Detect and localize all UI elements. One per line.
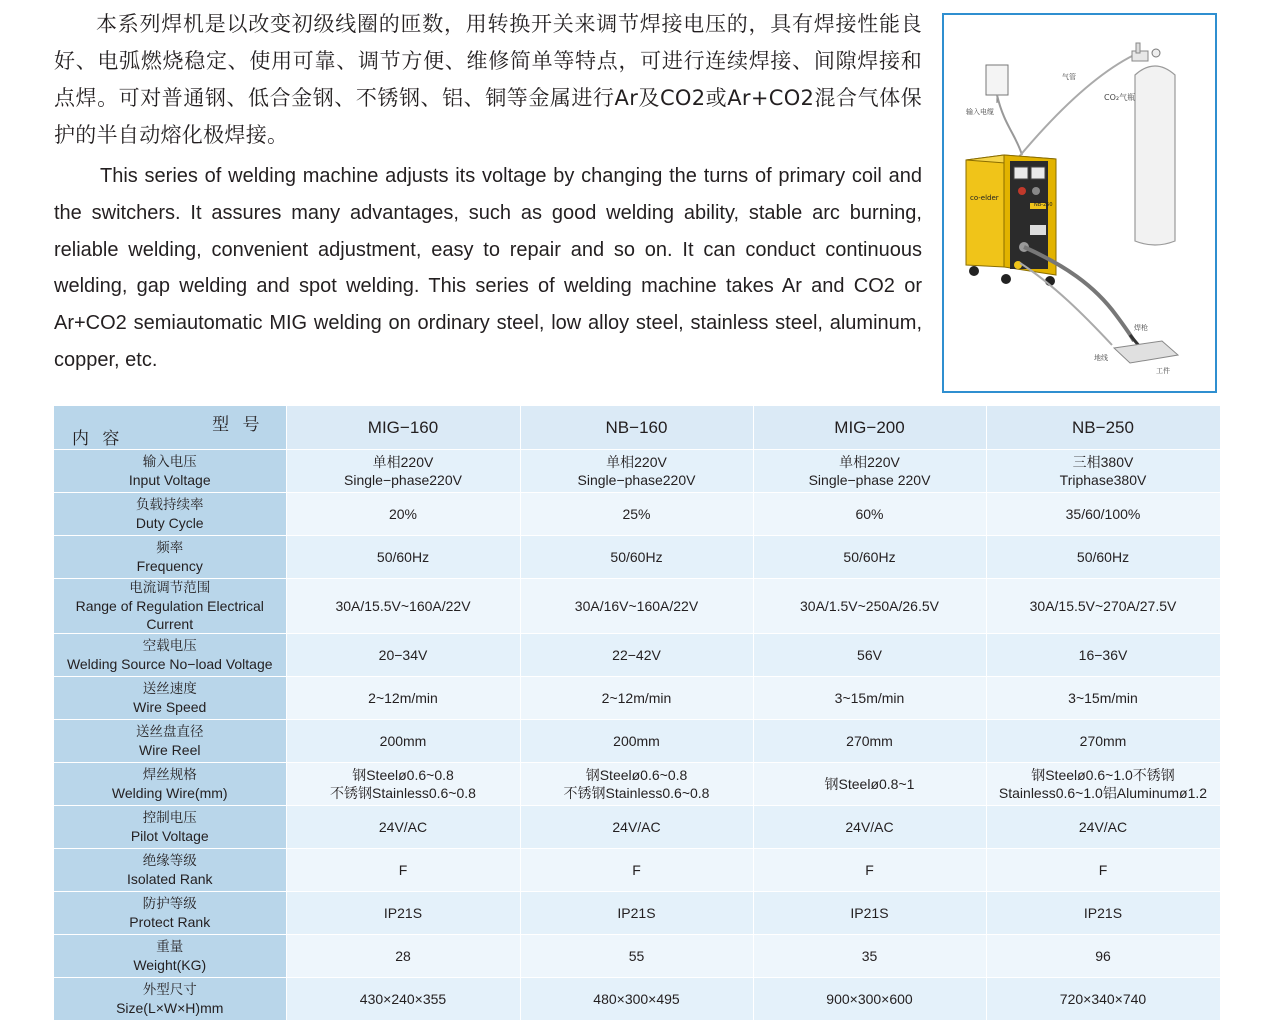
cell-value: 50/60Hz — [610, 549, 663, 565]
gas-pipe-line — [1018, 55, 1134, 158]
table-cell — [986, 493, 1220, 536]
table-cell — [753, 720, 986, 763]
table-cell — [520, 935, 753, 978]
table-cell — [986, 978, 1220, 1021]
cell-value: 24V/AC — [612, 819, 661, 835]
cell-value: 60% — [855, 506, 884, 522]
table-cell — [986, 720, 1220, 763]
table-cell — [753, 450, 986, 493]
cell-value: 25% — [622, 506, 651, 522]
cell-value: 50/60Hz — [843, 549, 896, 565]
cell-value: 200mm — [379, 733, 427, 749]
cell-value: 720×340×740 — [1059, 991, 1147, 1007]
table-cell — [753, 935, 986, 978]
table-cell — [520, 720, 753, 763]
label-input-cable: 输入电缆 — [966, 108, 994, 116]
row-header-chinese: 控制电压 — [142, 810, 197, 826]
corner-model-label: 型 号 — [212, 415, 264, 435]
cell-value: 430×240×355 — [359, 991, 447, 1007]
spec-table — [54, 406, 1221, 1021]
table-cell — [986, 450, 1220, 493]
label-brand: co-elder — [970, 194, 999, 202]
table-cell — [286, 536, 520, 579]
row-header-chinese: 防护等级 — [142, 896, 197, 912]
table-cell — [986, 763, 1220, 806]
cell-value: F — [632, 862, 641, 878]
table-cell — [986, 677, 1220, 720]
row-header — [54, 806, 286, 849]
model-header: NB−250 — [986, 406, 1220, 450]
row-header-english: Range of Regulation Electrical Current — [75, 598, 264, 632]
row-header — [54, 849, 286, 892]
cell-value: 270mm — [1079, 733, 1127, 749]
intro-text — [54, 6, 922, 379]
cell-value: 不锈钢Stainless0.6~0.8 — [330, 785, 476, 801]
table-cell — [986, 579, 1220, 634]
cell-value: 钢Steelø0.6~0.8 — [352, 767, 454, 783]
cell-value: 56V — [857, 647, 882, 663]
welding-machine-icon — [966, 155, 1056, 286]
table-corner-cell — [54, 406, 286, 450]
table-cell — [753, 493, 986, 536]
cell-value: 30A/16V~160A/22V — [574, 598, 699, 614]
table-cell — [986, 892, 1220, 935]
cell-value: 28 — [395, 948, 411, 964]
row-header-english: Size(L×W×H)mm — [116, 1000, 224, 1016]
row-header — [54, 677, 286, 720]
table-cell — [520, 978, 753, 1021]
table-row — [54, 536, 1220, 579]
table-cell — [520, 450, 753, 493]
row-header-chinese: 送丝速度 — [142, 681, 197, 697]
cell-value: IP21S — [850, 905, 889, 921]
intro-chinese: 本系列焊机是以改变初级线圈的匝数，用转换开关来调节焊接电压的，具有焊接性能良好、电弧燃烧稳定、使用可靠、调节方便、维修简单等特点，可进行连续焊接、间隙焊接和点焊。可对普通钢、低合金钢、不锈钢、铝、铜等金属进行Ar及CO2或Ar+CO2混合气体保护的半自动熔化极焊接。 — [54, 12, 922, 147]
row-header — [54, 450, 286, 493]
table-cell — [520, 763, 753, 806]
table-cell — [753, 677, 986, 720]
cell-value: 96 — [1095, 948, 1111, 964]
corner-content-label: 内 容 — [72, 429, 124, 449]
ground-wire-line — [1020, 263, 1112, 345]
cell-value: 270mm — [846, 733, 893, 749]
table-cell — [286, 720, 520, 763]
row-header-chinese: 电流调节范围 — [129, 580, 211, 596]
table-cell — [286, 677, 520, 720]
cell-value: 钢Steelø0.6~0.8 — [585, 767, 688, 783]
cell-value: Triphase380V — [1059, 472, 1147, 488]
cell-value: Single−phase220V — [577, 472, 696, 488]
table-cell — [520, 634, 753, 677]
label-ground-wire: 地线 — [1094, 354, 1108, 362]
cell-value: 3~15m/min — [1068, 690, 1138, 706]
cell-value: 钢Steelø0.8~1 — [824, 776, 915, 792]
cell-value: 3~15m/min — [834, 690, 905, 706]
row-header-chinese: 输入电压 — [142, 454, 197, 470]
table-row — [54, 634, 1220, 677]
table-cell — [286, 763, 520, 806]
table-row — [54, 935, 1220, 978]
cell-value: F — [865, 862, 874, 878]
cell-value: 480×300×495 — [593, 991, 680, 1007]
table-cell — [753, 849, 986, 892]
row-header — [54, 579, 286, 634]
table-cell — [753, 536, 986, 579]
row-header-chinese: 绝缘等级 — [142, 853, 197, 869]
table-cell — [753, 579, 986, 634]
table-cell — [986, 634, 1220, 677]
cell-value: 单相220V — [839, 454, 900, 470]
cell-value: 2~12m/min — [601, 690, 672, 706]
model-header: MIG−200 — [753, 406, 986, 450]
cell-value: 三相380V — [1072, 454, 1134, 470]
row-header-chinese: 重量 — [156, 939, 184, 955]
cell-value: 55 — [628, 948, 645, 964]
cell-value: 35 — [861, 948, 878, 964]
table-cell — [520, 892, 753, 935]
row-header-chinese: 外型尺寸 — [142, 982, 197, 998]
table-cell — [520, 579, 753, 634]
table-cell — [986, 849, 1220, 892]
row-header — [54, 763, 286, 806]
cell-value: 不锈钢Stainless0.6~0.8 — [563, 785, 710, 801]
table-row — [54, 892, 1220, 935]
row-header-english: Welding Wire(mm) — [111, 785, 228, 801]
row-header — [54, 536, 286, 579]
table-cell — [520, 536, 753, 579]
table-cell — [286, 849, 520, 892]
table-row — [54, 763, 1220, 806]
cell-value: 24V/AC — [1078, 819, 1128, 835]
label-machine-model: NB-250 — [1034, 202, 1053, 208]
row-header — [54, 978, 286, 1021]
row-header-english: Wire Speed — [133, 699, 207, 715]
table-row — [54, 720, 1220, 763]
table-row — [54, 978, 1220, 1021]
table-cell — [986, 536, 1220, 579]
table-cell — [286, 978, 520, 1021]
cell-value: 16−36V — [1078, 647, 1128, 663]
model-header: NB−160 — [520, 406, 753, 450]
table-row — [54, 450, 1220, 493]
row-header-english: Protect Rank — [129, 914, 211, 930]
table-cell — [986, 806, 1220, 849]
table-cell — [753, 978, 986, 1021]
table-cell — [286, 806, 520, 849]
row-header-english: Input Voltage — [128, 472, 211, 488]
cell-value: 50/60Hz — [376, 549, 430, 565]
table-cell — [520, 806, 753, 849]
table-header-row — [54, 406, 1220, 450]
table-cell — [286, 634, 520, 677]
table-cell — [986, 935, 1220, 978]
workpiece-icon — [1114, 341, 1178, 363]
row-header-english: Weight(KG) — [133, 957, 207, 973]
table-row — [54, 579, 1220, 634]
row-header-english: Wire Reel — [139, 742, 201, 758]
cell-value: IP21S — [383, 905, 423, 921]
table-cell — [520, 677, 753, 720]
row-header-english: Welding Source No−load Voltage — [66, 656, 273, 672]
row-header-chinese: 送丝盘直径 — [136, 724, 204, 740]
row-header-english: Duty Cycle — [135, 515, 204, 531]
table-cell — [753, 763, 986, 806]
table-cell — [520, 849, 753, 892]
model-header: MIG−160 — [286, 406, 520, 450]
row-header — [54, 493, 286, 536]
table-cell — [286, 892, 520, 935]
cell-value: 30A/1.5V~250A/26.5V — [800, 598, 939, 614]
welding-setup-figure — [942, 13, 1217, 393]
cell-value: F — [1098, 862, 1108, 878]
table-cell — [753, 892, 986, 935]
intro-english: This series of welding machine adjusts its voltage by changing the turns of primary coil and the switchers. It assures many advantages, such as good welding ability, stable arc burning, reliable welding, convenient adjustment, easy to repair and so on. It can conduct continuous welding, gap welding and spot welding. This series of welding machine takes Ar and CO2 or Ar+CO2 semiautomatic MIG welding on ordinary steel, low alloy steel, stainless steel, aluminum, copper, etc. — [54, 165, 922, 371]
cell-value: Single−phase 220V — [808, 472, 931, 488]
table-row — [54, 849, 1220, 892]
row-header — [54, 720, 286, 763]
co2-cylinder-icon — [1132, 43, 1175, 245]
cell-value: Stainless0.6~1.0铝Aluminumø1.2 — [998, 785, 1208, 801]
row-header-english: Frequency — [136, 558, 203, 574]
table-cell — [753, 634, 986, 677]
table-cell — [286, 935, 520, 978]
row-header — [54, 634, 286, 677]
label-workpiece: 工件 — [1156, 367, 1170, 375]
table-cell — [286, 493, 520, 536]
cell-value: 单相220V — [372, 454, 434, 470]
cell-value: IP21S — [1083, 905, 1123, 921]
input-cable-line — [997, 95, 1022, 155]
cell-value: 200mm — [613, 733, 660, 749]
cell-value: 24V/AC — [378, 819, 428, 835]
cell-value: F — [398, 862, 408, 878]
table-cell — [753, 806, 986, 849]
cell-value: 20% — [388, 506, 418, 522]
row-header — [54, 892, 286, 935]
cell-value: 单相220V — [606, 454, 667, 470]
cell-value: 30A/15.5V~270A/27.5V — [1029, 598, 1177, 614]
spec-table-body — [54, 450, 1220, 1021]
row-header-chinese: 负载持续率 — [136, 497, 204, 513]
row-header — [54, 935, 286, 978]
table-row — [54, 806, 1220, 849]
cell-value: 22−42V — [612, 647, 661, 663]
table-cell — [520, 493, 753, 536]
table-row — [54, 493, 1220, 536]
cell-value: 30A/15.5V~160A/22V — [335, 598, 471, 614]
label-torch: 焊枪 — [1134, 324, 1148, 332]
label-co2-cylinder: CO₂气瓶 — [1104, 93, 1136, 102]
cell-value: 900×300×600 — [826, 991, 913, 1007]
row-header-english: Pilot Voltage — [130, 828, 209, 844]
table-cell — [286, 579, 520, 634]
cell-value: 35/60/100% — [1065, 506, 1141, 522]
cell-value: Single−phase220V — [344, 472, 462, 488]
row-header-chinese: 空载电压 — [142, 638, 197, 654]
welding-setup-illustration — [944, 15, 1215, 391]
cell-value: 2~12m/min — [368, 690, 438, 706]
row-header-english: Isolated Rank — [126, 871, 213, 887]
label-gas-pipe: 气管 — [1062, 73, 1076, 81]
row-header-chinese: 焊丝规格 — [142, 767, 197, 783]
table-row — [54, 677, 1220, 720]
table-cell — [286, 450, 520, 493]
row-header-chinese: 频率 — [156, 540, 184, 556]
cell-value: 20−34V — [378, 647, 428, 663]
cell-value: IP21S — [617, 905, 656, 921]
cell-value: 24V/AC — [845, 819, 894, 835]
cell-value: 50/60Hz — [1076, 549, 1130, 565]
cell-value: 钢Steelø0.6~1.0不锈钢 — [1031, 767, 1175, 783]
